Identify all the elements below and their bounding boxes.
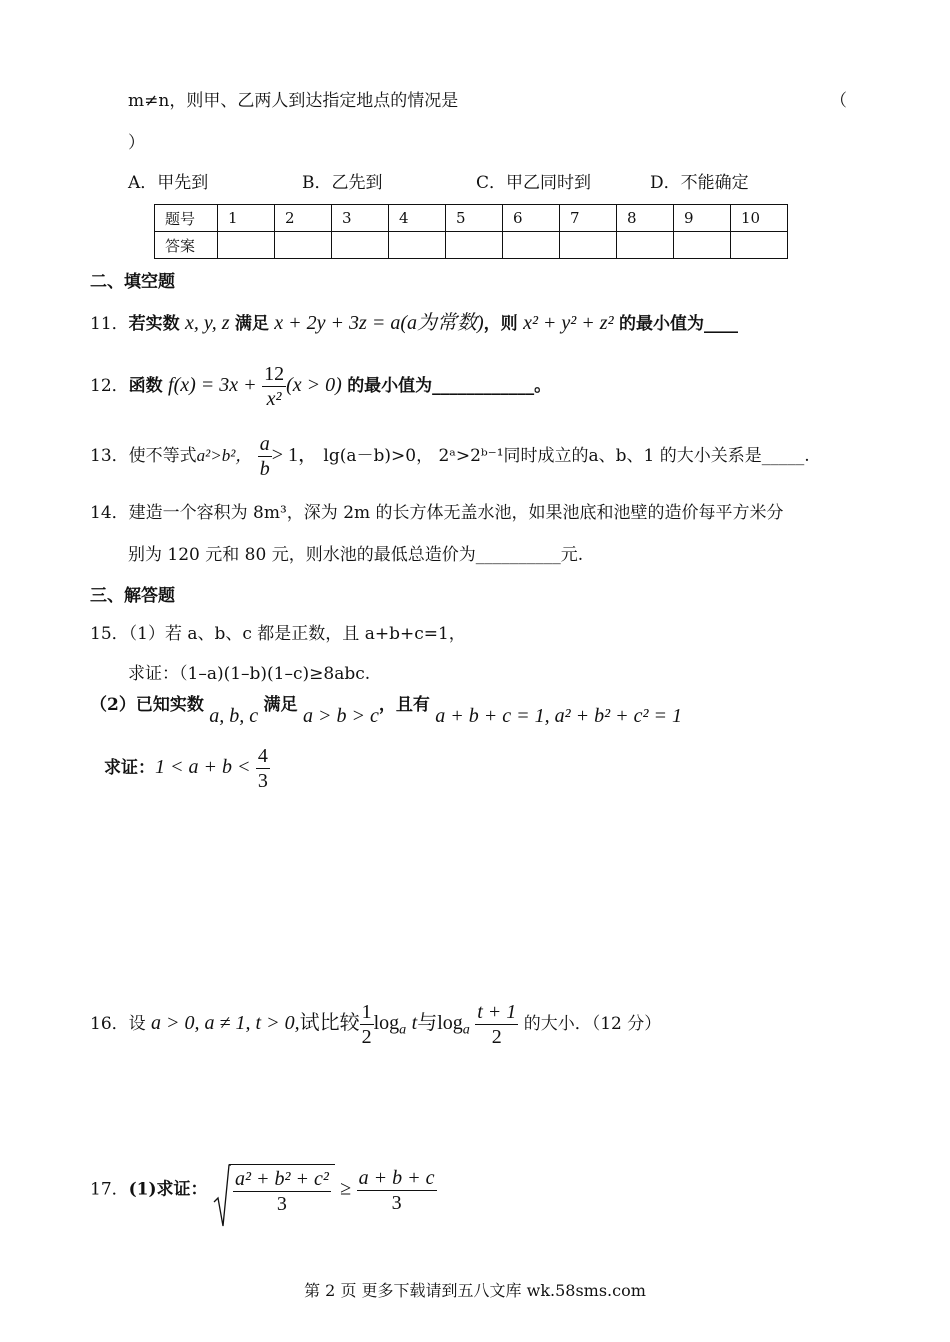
answer-cell bbox=[332, 232, 389, 259]
answer-label: 答案 bbox=[155, 232, 218, 259]
q17-sqrt-den: 3 bbox=[276, 1193, 287, 1215]
q12-text-2: 的最小值为____________。 bbox=[347, 376, 552, 396]
q13-frac-num: a bbox=[259, 433, 270, 455]
q15-part2-equation: a + b + c = 1, a² + b² + c² = 1 bbox=[435, 705, 682, 727]
q13-fraction bbox=[258, 432, 272, 481]
q15-part1-line-2: 求证：（1–a)(1–b)(1–c)≥8abc. bbox=[128, 664, 371, 684]
q15-proof-fraction bbox=[256, 744, 270, 793]
header-number-5: 5 bbox=[446, 205, 503, 232]
question-continuation: m≠n，则甲、乙两人到达指定地点的情况是 bbox=[128, 91, 459, 111]
q16-text-3: 的大小．（12 分） bbox=[523, 1014, 662, 1034]
q17-sqrt-fraction bbox=[233, 1167, 331, 1216]
q13-text-1: 使不等式 bbox=[128, 446, 197, 466]
q16-yu: 与 bbox=[417, 1012, 438, 1034]
q15-frac-num: 4 bbox=[257, 745, 268, 767]
q15-proof-label: 求证： bbox=[104, 758, 155, 778]
question-14-line-1 bbox=[90, 498, 784, 523]
q13-frac-den: b bbox=[259, 458, 270, 480]
header-number-3: 3 bbox=[332, 205, 389, 232]
q12-frac-num: 12 bbox=[264, 363, 285, 385]
q15-part2 bbox=[90, 690, 682, 727]
answer-cell bbox=[389, 232, 446, 259]
q13-number: 13． bbox=[90, 446, 129, 466]
q13-text-4: 同时成立的 bbox=[503, 446, 589, 466]
q16-frac-num: t + 1 bbox=[477, 1001, 517, 1023]
header-number-8: 8 bbox=[617, 205, 674, 232]
q15-part2-vars: a, b, c bbox=[209, 705, 259, 727]
q16-log-base-1: a bbox=[399, 1021, 407, 1038]
q15-part1-line-1: （1）若 a、b、c 都是正数，且 a+b+c=1， bbox=[128, 624, 466, 644]
q17-ge: ≥ bbox=[340, 1177, 352, 1200]
q13-gt: > 1， bbox=[271, 444, 318, 466]
q15-proof bbox=[104, 744, 270, 793]
question-15-line-1 bbox=[90, 619, 466, 644]
question-16 bbox=[90, 1000, 661, 1049]
answer-cell bbox=[731, 232, 788, 259]
q16-half-den: 2 bbox=[361, 1026, 372, 1048]
header-number-10: 10 bbox=[731, 205, 788, 232]
q13-ineq-1: a²>b²， bbox=[196, 446, 253, 465]
q11-text-1: 若实数 bbox=[128, 314, 180, 334]
answer-cell bbox=[560, 232, 617, 259]
q16-frac-den: 2 bbox=[491, 1026, 502, 1048]
q11-expression: x² + y² + z² bbox=[523, 312, 614, 334]
header-number-6: 6 bbox=[503, 205, 560, 232]
q16-fraction bbox=[475, 1000, 518, 1049]
q17-rhs-fraction bbox=[357, 1166, 437, 1215]
answer-cell bbox=[275, 232, 332, 259]
answer-cell bbox=[218, 232, 275, 259]
q15-number: 15． bbox=[90, 624, 129, 644]
q12-text-1: 函数 bbox=[128, 376, 163, 396]
header-number-4: 4 bbox=[389, 205, 446, 232]
q14-number: 14． bbox=[90, 503, 129, 523]
q11-equation: x + 2y + 3z = a(a为常数) bbox=[274, 312, 484, 334]
option-a: A．甲先到 bbox=[128, 173, 209, 193]
page-footer: 第 2 页 更多下载请到五八文库 wk.58sms.com bbox=[304, 1281, 646, 1300]
q16-log-1: log bbox=[373, 1012, 400, 1034]
header-label: 题号 bbox=[155, 205, 218, 232]
q14-line-2: 别为 120 元和 80 元，则水池的最低总造价为__________元. bbox=[128, 545, 584, 565]
q12-number: 12． bbox=[90, 376, 129, 396]
q16-half bbox=[360, 1000, 374, 1049]
q17-sqrt bbox=[213, 1164, 335, 1216]
question-13 bbox=[90, 432, 810, 481]
q15-part2-text-1: （2）已知实数 bbox=[90, 695, 204, 715]
question-17 bbox=[90, 1164, 437, 1216]
q16-log-2: log bbox=[437, 1012, 463, 1034]
q16-condition: a > 0, a ≠ 1, t > 0, bbox=[151, 1012, 300, 1034]
q13-text-2: lg(a－b)>0， bbox=[323, 446, 434, 466]
q15-part2-text-2: 满足 bbox=[263, 695, 298, 715]
q11-vars: x, y, z bbox=[185, 312, 230, 334]
header-number-9: 9 bbox=[674, 205, 731, 232]
answer-table-header-row bbox=[155, 205, 788, 232]
q17-rhs-num: a + b + c bbox=[358, 1166, 435, 1189]
question-11 bbox=[90, 306, 738, 335]
q12-frac-den: x² bbox=[266, 388, 282, 410]
q15-part2-text-3: ，且有 bbox=[378, 695, 430, 715]
q11-number: 11． bbox=[90, 314, 129, 334]
option-b: B．乙先到 bbox=[302, 173, 383, 193]
section-solve-heading: 三、解答题 bbox=[90, 586, 175, 606]
header-number-7: 7 bbox=[560, 205, 617, 232]
header-number-2: 2 bbox=[275, 205, 332, 232]
q16-half-num: 1 bbox=[361, 1001, 372, 1023]
option-c: C．甲乙同时到 bbox=[476, 173, 592, 193]
option-d: D．不能确定 bbox=[650, 173, 749, 193]
q16-var-t: t bbox=[411, 1012, 418, 1034]
q15-frac-den: 3 bbox=[257, 770, 268, 792]
answer-cell bbox=[617, 232, 674, 259]
q14-line-1: 建造一个容积为 8m³，深为 2m 的长方体无盖水池，如果池底和池壁的造价每平方米分 bbox=[128, 503, 784, 523]
q16-text-2: 试比较 bbox=[299, 1012, 360, 1034]
q16-text-1: 设 bbox=[128, 1014, 146, 1034]
q13-text-3: 2ᵃ>2ᵇ⁻¹ bbox=[438, 446, 504, 466]
q15-part2-inequality: a > b > c bbox=[302, 705, 379, 727]
q11-text-3: ，则 bbox=[483, 314, 518, 334]
section-fill-heading: 二、填空题 bbox=[90, 272, 175, 292]
q15-proof-expression: 1 < a + b < bbox=[155, 756, 251, 778]
q13-text-5: a、b、1 的大小关系是 bbox=[588, 446, 762, 466]
q16-log-base-2: a bbox=[462, 1021, 470, 1038]
answer-cell bbox=[446, 232, 503, 259]
answer-cell bbox=[503, 232, 560, 259]
q13-blank: _____. bbox=[761, 446, 810, 466]
q11-text-2: 满足 bbox=[234, 314, 269, 334]
q17-text-1: (1)求证： bbox=[128, 1179, 208, 1200]
q17-sqrt-num: a² + b² + c² bbox=[234, 1168, 329, 1190]
answer-table-answer-row bbox=[155, 232, 788, 259]
header-number-1: 1 bbox=[218, 205, 275, 232]
q16-number: 16． bbox=[90, 1014, 129, 1034]
q12-condition: (x > 0) bbox=[286, 374, 342, 396]
paren-close: ） bbox=[128, 133, 145, 153]
q11-text-4: 的最小值为____ bbox=[619, 314, 738, 334]
q17-number: 17． bbox=[90, 1179, 129, 1200]
q17-rhs-den: 3 bbox=[391, 1191, 402, 1214]
q12-function: f(x) = 3x + bbox=[168, 374, 257, 396]
answer-cell bbox=[674, 232, 731, 259]
question-12 bbox=[90, 362, 551, 411]
radical-sign-icon bbox=[213, 1164, 231, 1228]
q12-fraction bbox=[262, 362, 286, 411]
answer-table bbox=[154, 204, 788, 259]
paren-open: （ bbox=[830, 91, 847, 111]
